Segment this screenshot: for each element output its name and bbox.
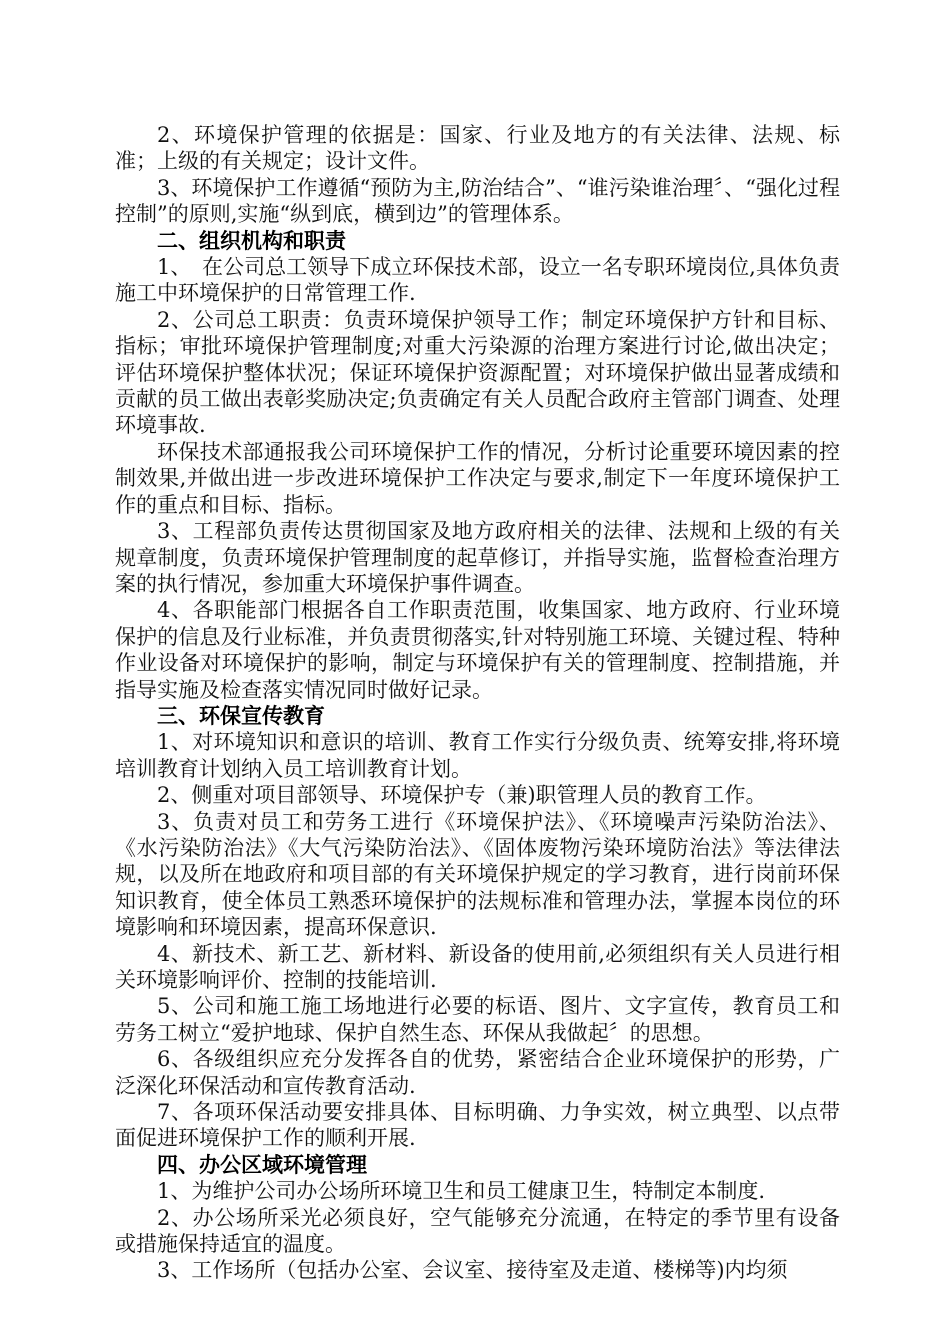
paragraph-functional-depts: 4、各职能部门根据各自工作职责范围，收集国家、地方政府、行业环境保护的信息及行业标准，并负责贯彻落实,针对特别施工环境、关键过程、特种作业设备对环境保护的影响，制定与环境保护有关的管理制度、控制措施，并指导实施及检查落实情况同时做好记录。 (115, 598, 840, 702)
paragraph-activities: 7、各项环保活动要安排具体、目标明确、力争实效，树立典型、以点带面促进环境保护工作的顺利开展. (115, 1100, 840, 1151)
paragraph-office-purpose: 1、为维护公司办公场所环境卫生和员工健康卫生，特制定本制度. (157, 1179, 766, 1204)
paragraph-chief-engineer-duties: 2、公司总工职责：负责环境保护领导工作；制定环境保护方针和目标、指标；审批环境保护管理制度;对重大污染源的治理方案进行讨论,做出决定；评估环境保护整体状况；保证环境保护资源配置；对环境保护做出显著成绩和贡献的员工做出表彰奖励决定;负责确定有关人员配合政府主管部门调查、处理环境事故. (115, 307, 840, 438)
section-heading-education: 三、环保宣传教育 (157, 703, 325, 728)
section-heading-office: 四、办公区域环境管理 (157, 1152, 367, 1177)
paragraph-basis: 2、环境保护管理的依据是：国家、行业及地方的有关法律、法规、标准；上级的有关规定；设计文件。 (115, 123, 840, 174)
paragraph-new-technology: 4、新技术、新工艺、新材料、新设备的使用前,必须组织有关人员进行相关环境影响评价、控制的技能培训. (115, 941, 840, 992)
paragraph-workplace: 3、工作场所（包括办公室、会议室、接待室及走道、楼梯等)内均须 (157, 1258, 788, 1283)
paragraph-office-lighting: 2、办公场所采光必须良好，空气能够充分流通，在特定的季节里有设备或措施保持适宜的温度。 (115, 1205, 840, 1257)
paragraph-publicity: 5、公司和施工施工场地进行必要的标语、图片、文字宣传，教育员工和劳务工树立“爱护地球、保护自然生态、环保从我做起〞的思想。 (115, 994, 840, 1045)
paragraph-training-plan: 1、对环境知识和意识的培训、教育工作实行分级负责、统筹安排,将环境培训教育计划纳入员工培训教育计划。 (115, 730, 840, 781)
paragraph-eco-dept: 1、 在公司总工领导下成立环保技术部，设立一名专职环境岗位,具体负责施工中环境保护的日常管理工作. (115, 255, 840, 306)
section-heading-organization: 二、组织机构和职责 (157, 228, 346, 253)
paragraph-eco-dept-report: 环保技术部通报我公司环境保护工作的情况，分析讨论重要环境因素的控制效果,并做出进一步改进环境保护工作决定与要求,制定下一年度环境保护工作的重点和目标、指标。 (115, 439, 840, 517)
paragraph-principles: 3、环境保护工作遵循“预防为主,防治结合”、“谁污染谁治理〞、“强化过程控制”的原则,实施“纵到底，横到边”的管理体系。 (115, 175, 840, 227)
paragraph-engineering-dept: 3、工程部负责传达贯彻国家及地方政府相关的法律、法规和上级的有关规章制度，负责环境保护管理制度的起草修订，并指导实施，监督检查治理方案的执行情况，参加重大环境保护事件调查。 (115, 519, 840, 596)
paragraph-organization-advantage: 6、各级组织应充分发挥各自的优势，紧密结合企业环境保护的形势，广泛深化环保活动和宣传教育活动. (115, 1047, 840, 1098)
paragraph-law-education: 3、负责对员工和劳务工进行《环境保护法》、《环境噪声污染防治法》、《水污染防治法》《大气污染防治法》、《固体废物污染环境防治法》等法律法规，以及所在地政府和项目部的有关环境保护规定的学习教育，进行岗前环保知识教育，使全体员工熟悉环境保护的法规标准和管理办法，掌握本岗位的环境影响和环境因素，提高环保意识. (115, 809, 840, 940)
paragraph-management-education: 2、侧重对项目部领导、环境保护专（兼)职管理人员的教育工作。 (157, 783, 767, 808)
